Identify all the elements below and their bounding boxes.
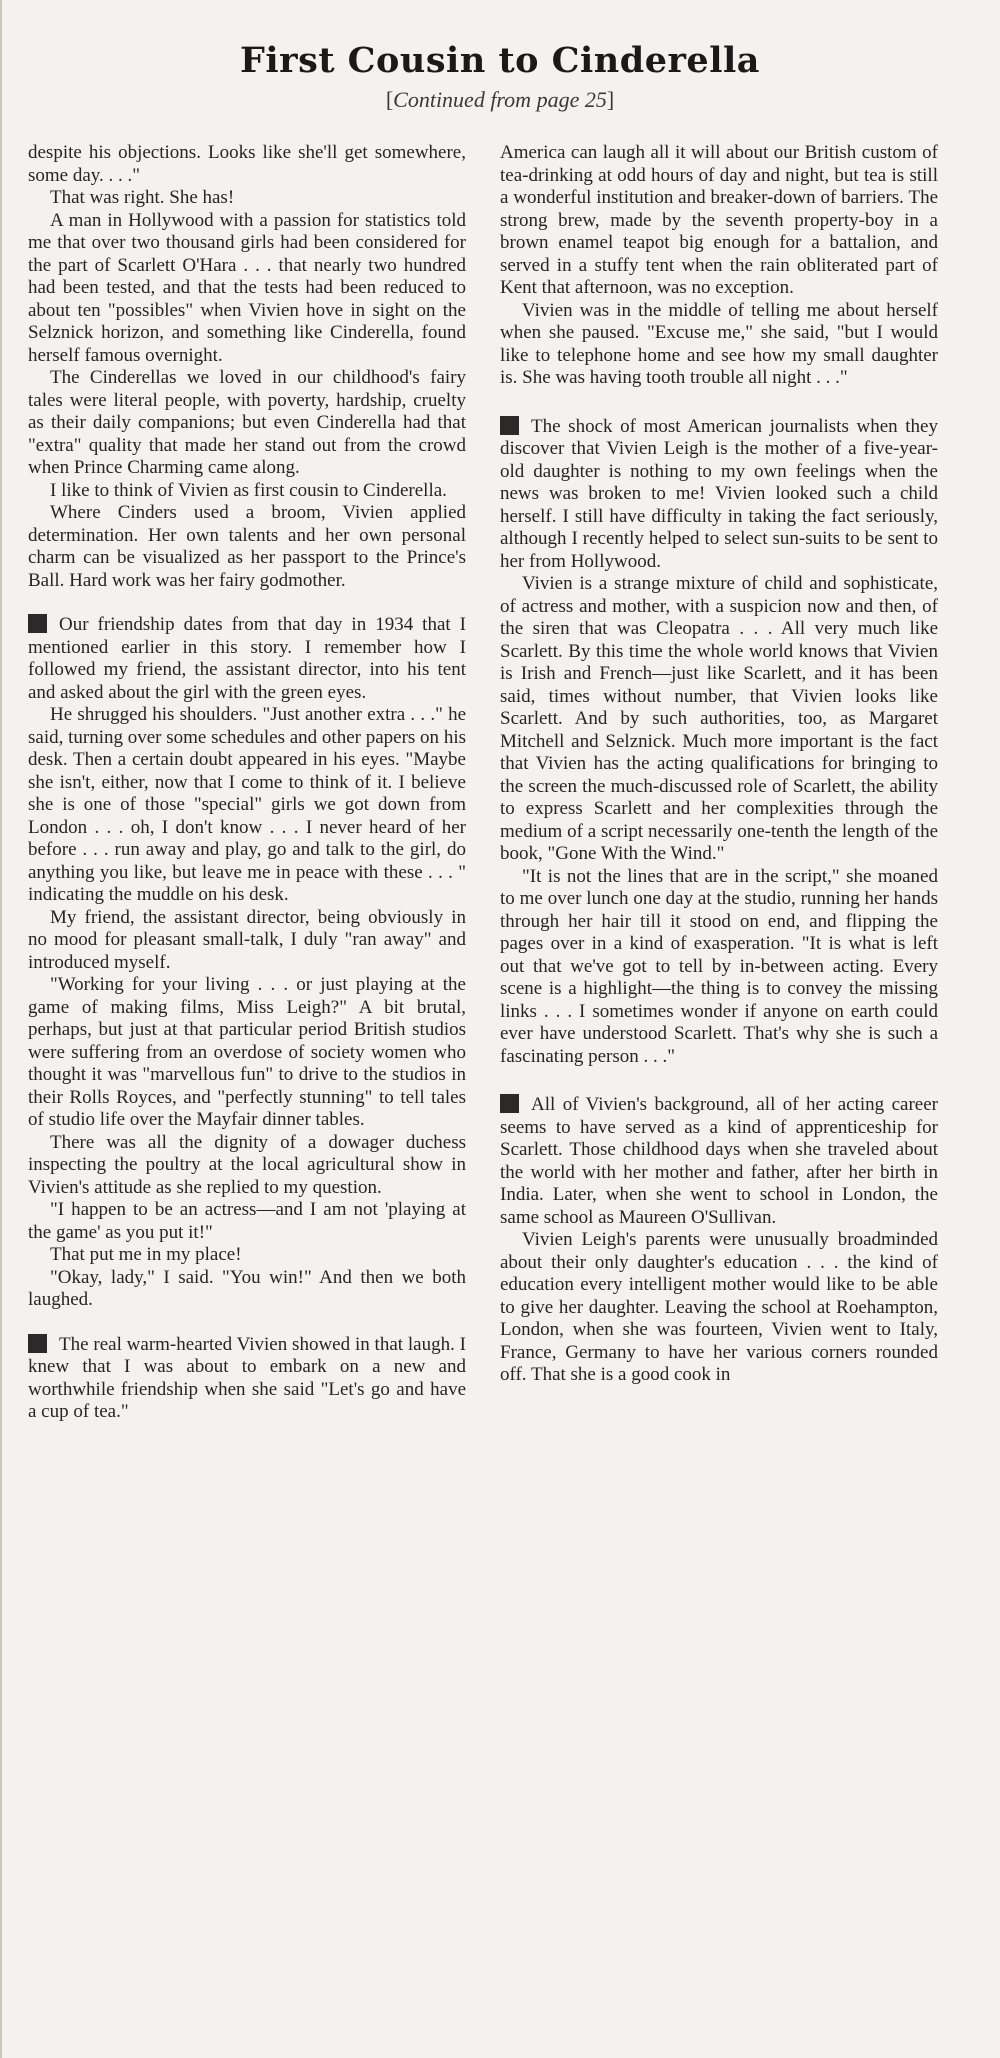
paragraph: "I happen to be an actress—and I am not 'playing at the game' as you put it!" <box>28 1199 466 1243</box>
section-marker-icon <box>28 614 47 633</box>
section-marker-icon <box>28 1334 47 1353</box>
section-paragraph <box>28 614 466 704</box>
article-header <box>0 40 1000 113</box>
paragraph: That put me in my place! <box>50 1244 242 1265</box>
paragraph: I like to think of Vivien as first cousin to Cinderella. <box>50 479 447 501</box>
continued-note <box>0 87 1000 113</box>
paragraph: "It is not the lines that are in the script," she moaned to me over lunch one day at the studio, running her hands through her hair till it stood on end, and flipping the pages over in a kind of exasperation. "It is what is left out that we've got to tell by in-between acting. Every scene is a highlight—the thing is to convey the missing links . . . I sometimes wonder if anyone on earth could ever have understood Scarlett. That's why she is such a fascinating person . . ." <box>500 865 938 1067</box>
paragraph: He shrugged his shoulders. "Just another extra . . ." he said, turning over some schedules and other papers on his desk. Then a certain doubt appeared in his eyes. "Maybe she isn't, either, now that I come to think of it. I believe she is one of those "special" girls we got down from London . . . oh, I don't know . . . I never heard of her before . . . run away and play, go and talk to the girl, do anything you like, but leave me in peace with these . . . " indicating the muddle on his desk. <box>28 704 466 905</box>
section-marker-icon <box>500 416 519 435</box>
paragraph: America can laugh all it will about our British custom of tea-drinking at odd hours of day and night, but tea is still a wonderful institution and breaker-down of barriers. The strong brew, made by the seventh property-boy in a brown enamel teapot big enough for a battalion, and served in a stuffy tent when the rain obliterated part of Kent that afternoon, was no exception. <box>500 142 938 298</box>
paragraph: A man in Hollywood with a passion for statistics told me that over two thousand girls had been considered for the part of Scarlett O'Hara . . . that nearly two hundred had been tested, and that the tests had been reduced to about ten "possibles" when Vivien hove in sight on the Selznick horizon, and something like Cinderella, found herself famous overnight. <box>28 209 466 366</box>
section-paragraph <box>500 1094 938 1229</box>
paragraph-text: Our friendship dates from that day in 1934 that I mentioned earlier in this story. I remember how I followed my friend, the assistant director, into his tent and asked about the girl with the green eyes. <box>28 614 466 703</box>
paragraph: "Working for your living . . . or just playing at the game of making films, Miss Leigh?" A bit brutal, perhaps, but just at that particular period British studios were suffering from an overdose of society women who thought it was "marvellous fun" to drive to the studios in their Rolls Royces, and "perfectly stunning" to tell tales of studio life over the Mayfair dinner tables. <box>28 974 466 1130</box>
paragraph: My friend, the assistant director, being obviously in no mood for pleasant small-talk, I duly "ran away" and introduced myself. <box>28 906 466 973</box>
right-column <box>500 142 938 1387</box>
paragraph-text: The real warm-hearted Vivien showed in that laugh. I knew that I was about to embark on a new and worthwhile friendship when she said "Let's go and have a cup of tea." <box>28 1333 466 1422</box>
paragraph: Vivien Leigh's parents were unusually broadminded about their only daughter's education . . . the kind of education every intelligent mother would like to be able to give her daughter. Leaving the school at Roehampton, London, when she was fourteen, Vivien went to Italy, France, Germany to have her various corners rounded off. That she is a good cook in <box>500 1229 938 1385</box>
paragraph-text: The shock of most American journalists when they discover that Vivien Leigh is the mother of a five-year-old daughter is nothing to my own feelings when the news was broken to me! Vivien looked such a child herself. I still have difficulty in taking the fact seriously, although I recently helped to select sun-suits to be sent to her from Hollywood. <box>500 415 938 572</box>
paragraph: That was right. She has! <box>50 187 235 208</box>
bracket-close: ] <box>606 87 615 112</box>
continued-text: Continued from page 25 <box>393 87 607 112</box>
paragraph: Vivien was in the middle of telling me about herself when she paused. "Excuse me," she said, "but I would like to telephone home and see how my small daughter is. She was having tooth trouble all night . . ." <box>500 299 938 388</box>
paragraph: "Okay, lady," I said. "You win!" And then we both laughed. <box>28 1266 466 1310</box>
paragraph: There was all the dignity of a dowager duchess inspecting the poultry at the local agricultural show in Vivien's attitude as she replied to my question. <box>28 1131 466 1198</box>
paragraph: The Cinderellas we loved in our childhood's fairy tales were literal people, with poverty, hardship, cruelty as their daily companions; but even Cinderella had that "extra" quality that made her stand out from the crowd when Prince Charming came along. <box>28 367 466 478</box>
paragraph: despite his objections. Looks like she'll get somewhere, some day. . . ." <box>28 142 466 186</box>
left-column <box>28 142 466 1424</box>
article-title: First Cousin to Cinderella <box>240 40 760 81</box>
page-margin-rule <box>0 0 2 2058</box>
paragraph-text: All of Vivien's background, all of her acting career seems to have served as a kind of apprenticeship for Scarlett. Those childhood days when she traveled about the world with her mother and father, after her birth in India. Later, when she went to school in London, the same school as Maureen O'Sullivan. <box>500 1094 938 1228</box>
paragraph: Vivien is a strange mixture of child and sophisticate, of actress and mother, with a suspicion now and then, of the siren that was Cleopatra . . . All very much like Scarlett. By this time the whole world knows that Vivien is Irish and French—just like Scarlett, and it has been said, times without number, that Vivien looks like Scarlett. And by such authorities, too, as Margaret Mitchell and Selznick. Much more important is the fact that Vivien has the acting qualifications for bringing to the screen the much-discussed role of Scarlett, the ability to express Scarlett and her complexities through the medium of a script necessarily one-tenth the length of the book, "Gone With the Wind." <box>500 573 938 864</box>
section-paragraph <box>500 416 938 574</box>
section-paragraph <box>28 1334 466 1424</box>
paragraph: Where Cinders used a broom, Vivien applied determination. Her own talents and her own personal charm can be visualized as her passport to the Prince's Ball. Hard work was her fairy godmother. <box>28 502 466 591</box>
section-marker-icon <box>500 1094 519 1113</box>
bracket-open: [ <box>385 87 394 112</box>
